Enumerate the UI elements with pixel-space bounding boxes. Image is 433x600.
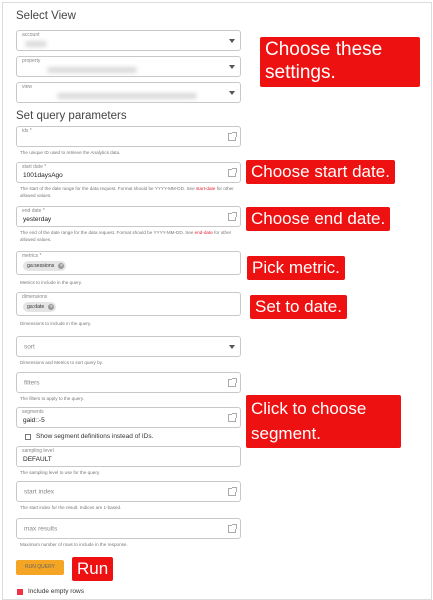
sort-select[interactable] bbox=[16, 336, 241, 357]
filters-placeholder: filters bbox=[24, 379, 40, 386]
start-date-help-text: The start of the date range for the data request. Format should be YYYY-MM-DD. See bbox=[20, 186, 196, 191]
query-heading: Set query parameters bbox=[16, 110, 127, 122]
dimensions-help: Dimensions to include in the query. bbox=[20, 321, 92, 326]
ids-help: The unique ID used to retrieve the Analytics data. bbox=[20, 150, 121, 155]
sampling-level-select[interactable] bbox=[16, 446, 241, 467]
end-date-help-suffix: for other allowed values. bbox=[20, 230, 232, 242]
chevron-down-icon bbox=[229, 39, 235, 43]
ids-label: ids * bbox=[22, 128, 32, 134]
ids-field[interactable] bbox=[16, 126, 241, 147]
remove-chip-icon[interactable]: × bbox=[49, 304, 53, 310]
callout-choose-settings: Choose these settings. bbox=[260, 37, 420, 87]
account-value-redacted bbox=[25, 41, 47, 47]
segments-label: segments bbox=[22, 409, 44, 415]
view-select[interactable] bbox=[16, 82, 241, 103]
start-index-help: The start index for the result. Indices are 1-based. bbox=[20, 505, 122, 510]
property-value-redacted bbox=[47, 67, 137, 73]
chevron-down-icon bbox=[229, 65, 235, 69]
metrics-field[interactable] bbox=[16, 251, 241, 275]
start-date-label: start date * bbox=[22, 164, 47, 170]
external-link-icon[interactable] bbox=[228, 525, 236, 533]
segment-defs-checkbox[interactable] bbox=[25, 434, 31, 440]
select-view-heading: Select View bbox=[16, 10, 76, 22]
callout-choose-start-date: Choose start date. bbox=[246, 160, 395, 184]
dimension-chip[interactable] bbox=[23, 302, 56, 312]
max-results-help: Maximum number of rows to include in the response. bbox=[20, 542, 128, 547]
property-label: property bbox=[22, 58, 41, 64]
start-date-link[interactable]: start-date bbox=[195, 186, 216, 191]
max-results-field[interactable] bbox=[16, 518, 241, 539]
start-date-help bbox=[20, 186, 240, 199]
sampling-level-value: DEFAULT bbox=[23, 456, 52, 463]
start-date-field[interactable] bbox=[16, 162, 241, 183]
sort-help: Dimensions and Metrics to sort query by. bbox=[20, 360, 103, 365]
filters-help: The filters to apply to the query. bbox=[20, 396, 85, 401]
external-link-icon[interactable] bbox=[228, 414, 236, 422]
sort-placeholder: sort bbox=[24, 343, 35, 350]
account-label: account bbox=[22, 32, 40, 38]
external-link-icon[interactable] bbox=[228, 169, 236, 177]
external-link-icon[interactable] bbox=[228, 488, 236, 496]
external-link-icon[interactable] bbox=[228, 379, 236, 387]
callout-choose-segment: Click to choose segment. bbox=[246, 395, 401, 448]
end-date-label: end date * bbox=[22, 208, 45, 214]
start-date-value: 1001daysAgo bbox=[23, 172, 63, 179]
callout-pick-metric: Pick metric. bbox=[247, 256, 345, 280]
dimensions-field[interactable] bbox=[16, 292, 241, 316]
run-query-button[interactable]: RUN QUERY bbox=[16, 560, 64, 575]
chevron-down-icon bbox=[229, 91, 235, 95]
max-results-placeholder: max results bbox=[24, 525, 58, 532]
remove-chip-icon[interactable]: × bbox=[59, 263, 63, 269]
end-date-field[interactable] bbox=[16, 206, 241, 227]
callout-set-to-date: Set to date. bbox=[250, 295, 347, 319]
metric-chip[interactable] bbox=[23, 261, 66, 271]
view-label: view bbox=[22, 84, 33, 90]
filters-field[interactable] bbox=[16, 372, 241, 393]
callout-choose-end-date: Choose end date. bbox=[246, 207, 390, 231]
segments-value: gaid::-5 bbox=[23, 417, 45, 424]
sampling-level-label: sampling level bbox=[22, 448, 54, 454]
dimension-chip-label: ga:date bbox=[27, 304, 45, 310]
end-date-link[interactable]: end-date bbox=[194, 230, 213, 235]
segments-field[interactable] bbox=[16, 407, 241, 428]
view-value-redacted bbox=[57, 93, 197, 99]
end-date-help-text: The end of the date range for the data request. Format should be YYYY-MM-DD. See bbox=[20, 230, 195, 235]
start-index-field[interactable] bbox=[16, 481, 241, 502]
external-link-icon[interactable] bbox=[228, 213, 236, 221]
include-empty-rows-label: Include empty rows bbox=[28, 588, 84, 595]
dimensions-label: dimensions bbox=[22, 294, 48, 300]
account-select[interactable] bbox=[16, 30, 241, 51]
segment-defs-label: Show segment definitions instead of IDs. bbox=[36, 433, 154, 440]
property-select[interactable] bbox=[16, 56, 241, 77]
metrics-label: metrics * bbox=[22, 253, 42, 259]
end-date-value: yesterday bbox=[23, 216, 52, 223]
sampling-level-help: The sampling level to use for the query. bbox=[20, 470, 101, 475]
end-date-help bbox=[20, 230, 240, 243]
metrics-help: Metrics to include in the query. bbox=[20, 280, 82, 285]
chevron-down-icon bbox=[229, 345, 235, 349]
start-index-placeholder: start index bbox=[24, 488, 54, 495]
start-date-help-suffix: for other allowed values. bbox=[20, 186, 234, 198]
external-link-icon[interactable] bbox=[228, 133, 236, 141]
metric-chip-label: ga:sessions bbox=[27, 263, 55, 269]
include-empty-rows-checkbox[interactable] bbox=[17, 589, 23, 595]
callout-run: Run bbox=[72, 557, 113, 581]
